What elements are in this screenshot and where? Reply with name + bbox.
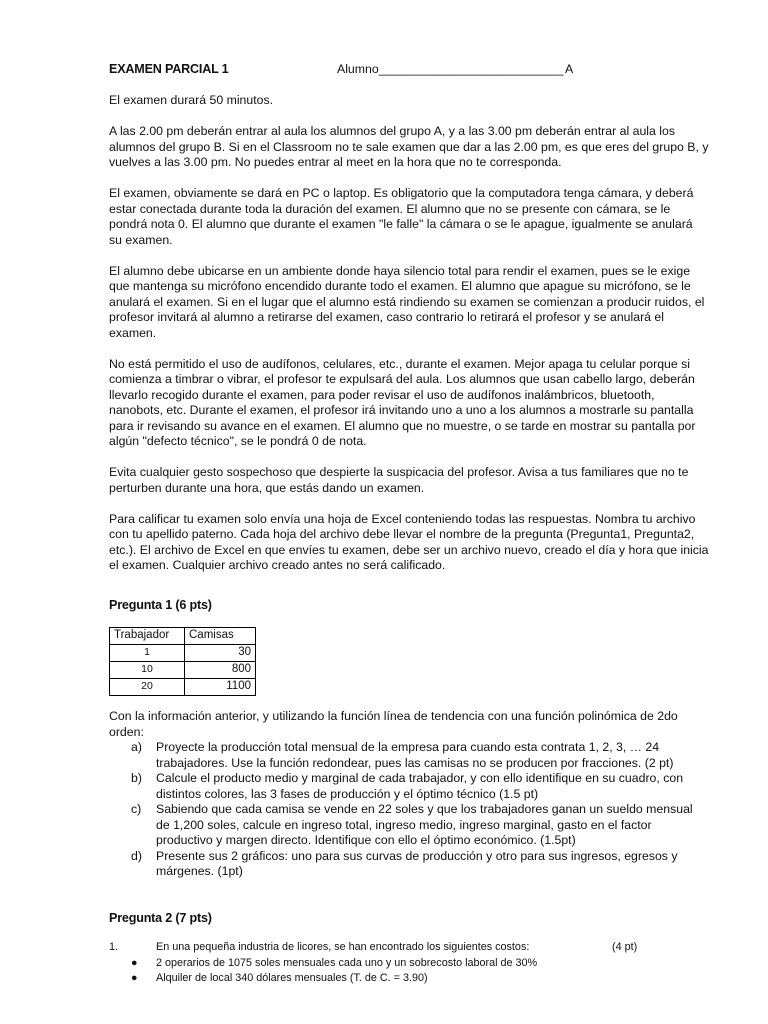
devices-paragraph: No está permitido el uso de audífonos, celulares, etc., durante el examen. Mejor apaga tu celular porque si comienza a timbrar o vibrar, el profesor te expulsará del aula. Los alumnos que usan cabello largo, deberán llevarlo recogido durante el examen, para poder revisar el uso de audífonos inalámbricos, bluetooth, nanobots, etc. Durante el examen, el profesor irá invitando uno a uno a los alumnos a mostrarle su pantalla para ir revisando su avance en el examen. El alumno que no muestre, o se tarde en mostrar su pantalla por algún "defecto técnico", se le pondrá 0 de nota. (109, 356, 696, 448)
question-2-title: Pregunta 2 (7 pts) (109, 910, 212, 925)
camera-paragraph: El examen, obviamente se dará en PC o laptop. Es obligatorio que la computadora tenga cámara, y deberá estar conectada durante toda la duración del examen. El alumno que no se presente con cámara, se le pondrá nota 0. El alumno que durante el examen "le falle" la cámara o se le apague, igualmente se anulará su examen. (109, 186, 694, 247)
item-label: d) (131, 848, 142, 863)
production-table (109, 627, 256, 696)
question-2-list (109, 940, 709, 986)
table-header-worker: Trabajador (110, 628, 185, 645)
group-label: A (565, 62, 574, 76)
bullet-text: 2 operarios de 1075 soles mensuales cada uno y un sobrecosto laboral de 30% (156, 957, 538, 969)
table-cell-worker: 10 (110, 662, 185, 679)
table-header-shirts: Camisas (185, 628, 256, 645)
list-item (109, 802, 709, 849)
item-text: Proyecte la producción total mensual de la empresa para cuando esta contrata 1, 2, 3, … 24 trabajadores. Use la función redondear, pues las camisas no se producen por fracciones. (2 pt) (156, 740, 674, 770)
item-text: Calcule el producto medio y marginal de cada trabajador, y con ello identifique en su cuadro, con distintos colores, las 3 fases de producción y el óptimo técnico (1.5 pt) (156, 771, 684, 801)
item-label: b) (131, 771, 142, 785)
item-label: c) (131, 802, 142, 816)
submission-paragraph: Para calificar tu examen solo envía una hoja de Excel conteniendo todas las respuestas. Nombra tu archivo con tu apellido paterno. Cada hoja del archivo debe llevar el nombre de la pregunta (Pregunta1, Pregunta2, etc.). El archivo de Excel en que envíes tu examen, debe ser un archivo nuevo, creado el día y hora que inicia el examen. Cualquier archivo creado antes no será calificado. (109, 511, 709, 572)
student-name-field: Alumno___________________________ (337, 62, 564, 76)
item-text: Sabiendo que cada camisa se vende en 22 soles y que los trabajadores ganan un sueldo mensual de 1,200 soles, calcule en ingreso total, ingreso medio, ingreso marginal, gasto en el factor productivo y margen directo. Identifique con ello el óptimo económico. (1.5pt) (156, 802, 693, 847)
table-cell-shirts: 30 (185, 645, 256, 662)
table-cell-shirts: 800 (185, 662, 256, 679)
bullet-icon: ● (131, 957, 138, 969)
exam-title: EXAMEN PARCIAL 1 (109, 62, 229, 76)
table-cell-worker: 1 (110, 645, 185, 662)
item-text: Presente sus 2 gráficos: uno para sus curvas de producción y otro para sus ingresos, egresos y márgenes. (1pt) (156, 848, 678, 878)
question-1-intro: Con la información anterior, y utilizando la función línea de tendencia con una función polinómica de 2do orden: (109, 709, 678, 739)
list-item (109, 940, 709, 956)
table-row (110, 662, 256, 679)
table-row (110, 679, 256, 696)
table-row (110, 645, 256, 662)
item-number: 1. (109, 941, 119, 953)
exam-page (109, 62, 709, 986)
list-item (109, 849, 709, 880)
question-1-items (109, 740, 709, 880)
exam-header (109, 62, 709, 78)
bullet-text: Alquiler de local 340 dólares mensuales (T. de C. = 3.90) (156, 972, 428, 984)
duration-text: El examen durará 50 minutos. (109, 93, 274, 107)
bullet-icon: ● (131, 972, 138, 984)
table-cell-worker: 20 (110, 679, 185, 696)
item-label: a) (131, 740, 142, 754)
conduct-paragraph: Evita cualquier gesto sospechoso que despierte la suspicacia del profesor. Avisa a tus familiares que no te perturben durante una hora, que estás dando un examen. (109, 465, 689, 495)
question-1-title: Pregunta 1 (6 pts) (109, 597, 212, 612)
bullet-item (109, 971, 709, 986)
list-item (109, 740, 709, 771)
item-text: En una pequeña industria de licores, se han encontrado los siguientes costos: (156, 941, 530, 953)
bullet-item (109, 956, 709, 971)
microphone-paragraph: El alumno debe ubicarse en un ambiente donde haya silencio total para rendir el examen, pues se le exige que mantenga su micrófono encendido durante todo el examen. El alumno que apague su micrófono, se le anulará el examen. Si en el lugar que el alumno está rindiendo su examen se comienzan a producir ruidos, el profesor invitará al alumno a retirarse del examen, caso contrario lo retirará el profesor y se anulará el examen. (109, 263, 705, 340)
item-points: (4 pt) (612, 941, 638, 953)
table-header-row (110, 628, 256, 645)
table-cell-shirts: 1100 (185, 679, 256, 696)
list-item (109, 771, 709, 802)
schedule-paragraph: A las 2.00 pm deberán entrar al aula los alumnos del grupo A, y a las 3.00 pm deberán entrar al aula los alumnos del grupo B. Si en el Classroom no te sale examen que dar a las 2.00 pm, es que eres del grupo B, y vuelves a las 3.00 pm. No puedes entrar al meet en la hora que no te corresponda. (109, 124, 709, 169)
